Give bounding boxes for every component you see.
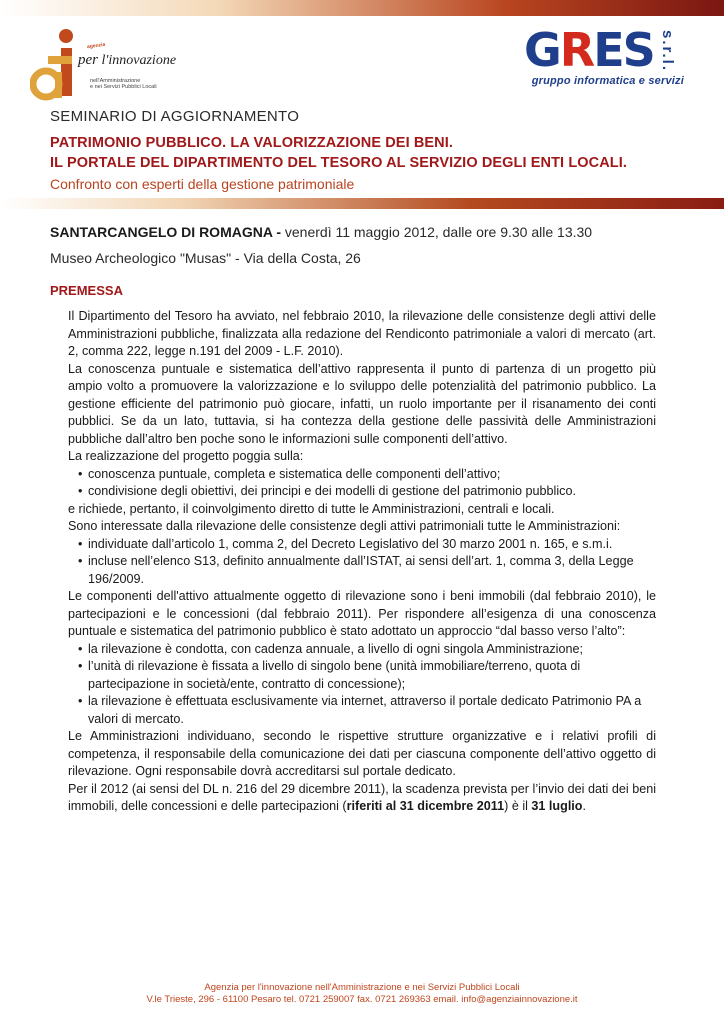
list-item-text: conoscenza puntuale, completa e sistematica delle componenti dell’attivo; (88, 466, 501, 481)
gres-letter-g: G (524, 23, 560, 77)
paragraph-2: La conoscenza puntuale e sistematica dell’attivo rappresenta il punto di partenza di un progetto più ampio volto a promuovere la valorizzazione e lo sviluppo delle potenzialità del patrimonio pubblico. La gestione efficiente del patrimonio può giocare, infatti, un ruolo importante per il risanamento dei conti pubblici. Se da un lato, tuttavia, si ha contezza della gestione delle passività delle Amministrazioni pubbliche dall’altro ben poche sono le informazioni sulle componenti dell’attivo. (68, 361, 656, 446)
event-date-line (50, 224, 592, 240)
logo-subtitle (90, 78, 157, 90)
premessa-heading: PREMESSA (50, 283, 123, 298)
section-divider-bar (0, 198, 724, 209)
list-item (78, 641, 656, 659)
logo-per-text: per (78, 52, 98, 68)
agency-logo (30, 22, 200, 112)
list-item (78, 536, 656, 554)
list-item (78, 658, 656, 693)
bullet-list-1 (68, 466, 656, 501)
list-item-text: incluse nell’elenco S13, definito annualmente dall’ISTAT, ai sensi dell’art. 1, comma 3, della Legge 196/2009. (88, 554, 634, 586)
paragraph-4: e richiede, pertanto, il coinvolgimento diretto di tutte le Amministrazioni, centrali e locali. (68, 501, 555, 516)
event-city: SANTARCANGELO DI ROMAGNA - (50, 224, 281, 240)
list-item-text: l’unità di rilevazione è fissata a livello di singolo bene (unità immobiliare/terreno, quota di partecipazione in società/ente, contratto di concessione); (88, 659, 581, 691)
event-title-line2: IL PORTALE DEL DIPARTIMENTO DEL TESORO AL SERVIZIO DEGLI ENTI LOCALI. (50, 155, 628, 171)
logo-subtitle-line2: e nei Servizi Pubblici Locali (90, 84, 157, 90)
list-item (78, 483, 656, 501)
deadline-reference-date: riferiti al 31 dicembre 2011 (346, 799, 505, 813)
footer-contacts: V.le Trieste, 296 - 61100 Pesaro tel. 0721 259007 fax. 0721 269363 email. info@agenziainnovazione.it (146, 994, 578, 1005)
logo-innovazione-text: l'innovazione (101, 53, 177, 68)
list-item-text: la rilevazione è effettuata esclusivamente via internet, attraverso il portale dedicato Patrimonio PA a valori di mercato. (88, 694, 642, 726)
logo-agency-small-text: agenzia (86, 41, 106, 51)
logo-wordmark (78, 52, 176, 69)
gres-wordmark (524, 23, 654, 77)
list-item (78, 693, 656, 728)
footer-agency-name: Agenzia per l'innovazione nell'Amministrazione e nei Servizi Pubblici Locali (204, 982, 520, 993)
paragraph-3: La realizzazione del progetto poggia sulla: (68, 449, 304, 463)
logo-subtitle-line1: nell'Amministrazione (90, 78, 141, 84)
paragraph-7: Le Amministrazioni individuano, secondo le rispettive strutture organizzative e i relativi profili di competenza, il responsabile della comunicazione dei dati per ciascuna componente dell’attivo oggetto di rilevazione. Ogni responsabile dovrà accreditarsi sul portale dedicato. (68, 729, 656, 778)
event-title-line1: PATRIMONIO PUBBLICO. LA VALORIZZAZIONE DEI BENI. (50, 135, 454, 151)
list-item-text: condivisione degli obiettivi, dei principi e dei modelli di gestione del patrimonio pubblico. (88, 484, 576, 498)
paragraph-6: Le componenti dell'attivo attualmente oggetto di rilevazione sono i beni immobili (dal febbraio 2010), le partecipazioni e le concessioni (dal febbraio 2011). Per rispondere all’esigenza di una conoscenza puntuale e sistematica del patrimonio pubblico è stato adottato un approccio “dal basso verso l’alto”: (68, 589, 656, 638)
gres-letter-r: R (559, 23, 594, 77)
deadline-text-c: ) è il (504, 799, 532, 813)
gres-letters-es: ES (593, 23, 654, 77)
bullet-list-3 (68, 641, 656, 729)
paragraph-1: Il Dipartimento del Tesoro ha avviato, nel febbraio 2010, la rilevazione delle consistenze degli attivi delle Amministrazioni pubbliche, finalizzata alla redazione del Rendiconto patrimoniale a valori di mercato (art. 2, comma 222, legge n.191 del 2009 - L.F. 2010). (68, 309, 656, 358)
footer (0, 982, 724, 1006)
deadline-date: 31 luglio (531, 799, 583, 813)
event-date-time: venerdì 11 maggio 2012, dalle ore 9.30 alle 13.30 (281, 224, 593, 240)
premessa-body (68, 308, 656, 816)
gres-logo (508, 23, 684, 96)
event-venue: Museo Archeologico "Musas" - Via della Costa, 26 (50, 250, 361, 266)
paragraph-8 (68, 781, 656, 816)
bullet-icon: • (78, 659, 83, 673)
paragraph-5: Sono interessate dalla rilevazione delle consistenze degli attivi patrimoniali tutte le Amministrazioni: (68, 519, 621, 533)
list-item-text: individuate dall’articolo 1, comma 2, del Decreto Legislativo del 30 marzo 2001 n. 165, e s.m.i. (88, 536, 613, 551)
seminar-label: SEMINARIO DI AGGIORNAMENTO (50, 108, 300, 125)
bullet-icon: • (78, 466, 83, 481)
bullet-icon: • (78, 694, 83, 708)
bullet-icon: • (78, 641, 83, 656)
header-gradient-bar (0, 0, 724, 16)
bullet-list-2 (68, 536, 656, 589)
deadline-text-a: Per il 2012 (ai sensi del DL n. 216 del 29 dicembre 2011), la scadenza prevista per l’invio dei dati dei beni immobili, delle concessioni e delle partecipazioni ( (68, 781, 656, 813)
list-item (78, 466, 656, 484)
deadline-text-e: . (582, 799, 587, 813)
event-subtitle: Confronto con esperti della gestione patrimoniale (50, 176, 355, 192)
bullet-icon: • (78, 484, 83, 498)
list-item (78, 553, 656, 588)
list-item-text: la rilevazione è condotta, con cadenza annuale, a livello di ogni singola Amministrazione; (88, 641, 583, 656)
gres-srl: s.r.l. (659, 30, 676, 73)
bullet-icon: • (78, 536, 83, 551)
gres-tagline: gruppo informatica e servizi (531, 75, 684, 87)
bullet-icon: • (78, 554, 83, 568)
